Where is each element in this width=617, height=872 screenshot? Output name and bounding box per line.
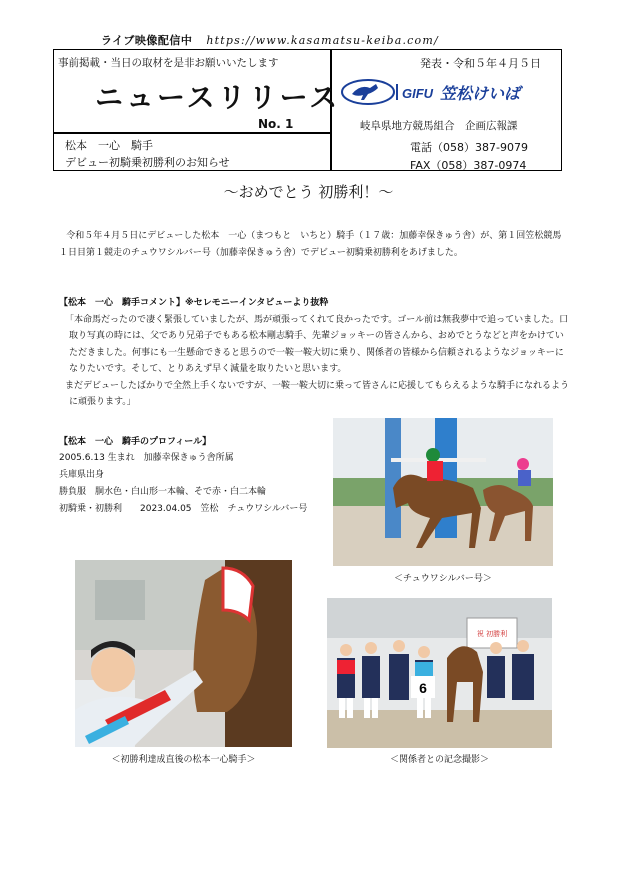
phone: 電話（058）387-9079 bbox=[410, 141, 528, 154]
page-title: ニュースリリース bbox=[95, 81, 341, 114]
live-stream-line bbox=[101, 32, 439, 48]
subtitle-jockey: 松本 一心 騎手 bbox=[65, 139, 153, 152]
subtitle-announcement: デビュー初騎乗初勝利のお知らせ bbox=[65, 156, 230, 169]
lead-paragraph: 令和５年４月５日にデビューした松本 一心（まつもと いちと）騎手（１７歳：加藤幸保きゅう舎）が、第１回笠松競馬１日目第１競走のチュウワシルバー号（加藤幸保きゅう舎）でデビュー初騎乗初勝利をあげました。 bbox=[59, 231, 562, 258]
organization: 岐阜県地方競馬組合 企画広報課 bbox=[360, 120, 518, 132]
fax: FAX（058）387-0974 bbox=[410, 159, 527, 172]
profile-row: 初騎乗・初勝利 2023.04.05 笠松 チュウワシルバー号 bbox=[59, 504, 308, 514]
profile-row: 2005.6.13 生まれ 加藤幸保きゅう舎所属 bbox=[59, 453, 234, 463]
svg-text:笠松けいば: 笠松けいば bbox=[440, 84, 521, 103]
release-number: No. 1 bbox=[258, 117, 294, 131]
svg-text:GIFU: GIFU bbox=[402, 86, 434, 101]
race-photo-caption: ＜チュウワシルバー号＞ bbox=[394, 574, 492, 584]
comment-line: 「本命馬だったので凄く緊張していましたが、馬が頑張ってくれて良かったです。ゴール前は無我夢中で追っていました。口取り写真の時には、父であり兄弟子でもある松本剛志騎手、先輩ジョッキーの皆さんから、おめでとうなどと声をかけていただきました。何事にも一生懸命できると思うので一鞍一鞍大切に乗り、関係者の皆様から信頼されるようなジョッキーになりたいです。そして、とりあえず早く減量を取りたいと思います。 bbox=[65, 315, 569, 375]
group-photo-sign: 祝 初勝利 bbox=[476, 630, 508, 638]
comment-line: まだデビューしたばかりで全然上手くないですが、一鞍一鞍大切に乗って皆さんに応援してもらえるような騎手になれるように頑張ります。」 bbox=[65, 380, 570, 408]
kasamatsu-logo bbox=[340, 78, 550, 106]
profile-heading: 【松本 一心 騎手のプロフィール】 bbox=[59, 437, 212, 447]
comment-heading: 【松本 一心 騎手コメント】※セレモニーインタビューより抜粋 bbox=[59, 298, 329, 308]
live-stream-label: ライブ映像配信中 bbox=[101, 34, 193, 47]
group-photo-bib: 6 bbox=[419, 680, 427, 696]
profile-row: 兵庫県出身 bbox=[59, 470, 105, 480]
profile-list bbox=[59, 450, 307, 518]
comment-body bbox=[59, 312, 569, 410]
group-photo bbox=[327, 598, 552, 748]
publish-date: 発表・令和５年４月５日 bbox=[420, 57, 541, 70]
header-divider-horizontal bbox=[54, 132, 331, 134]
jockey-photo bbox=[75, 560, 292, 747]
headline: ～おめでとう 初勝利！～ bbox=[223, 183, 394, 201]
jockey-photo-caption: ＜初勝利達成直後の松本一心騎手＞ bbox=[111, 755, 256, 765]
race-photo bbox=[333, 418, 553, 566]
website-url[interactable]: https://www.kasamatsu-keiba.com/ bbox=[206, 34, 439, 47]
profile-row: 勝負服 胴水色・白山形一本輪、そで赤・白二本輪 bbox=[59, 487, 267, 497]
coverage-request: 事前掲載・当日の取材を是非お願いいたします bbox=[58, 57, 279, 69]
group-photo-caption: ＜関係者との記念撮影＞ bbox=[389, 755, 489, 765]
